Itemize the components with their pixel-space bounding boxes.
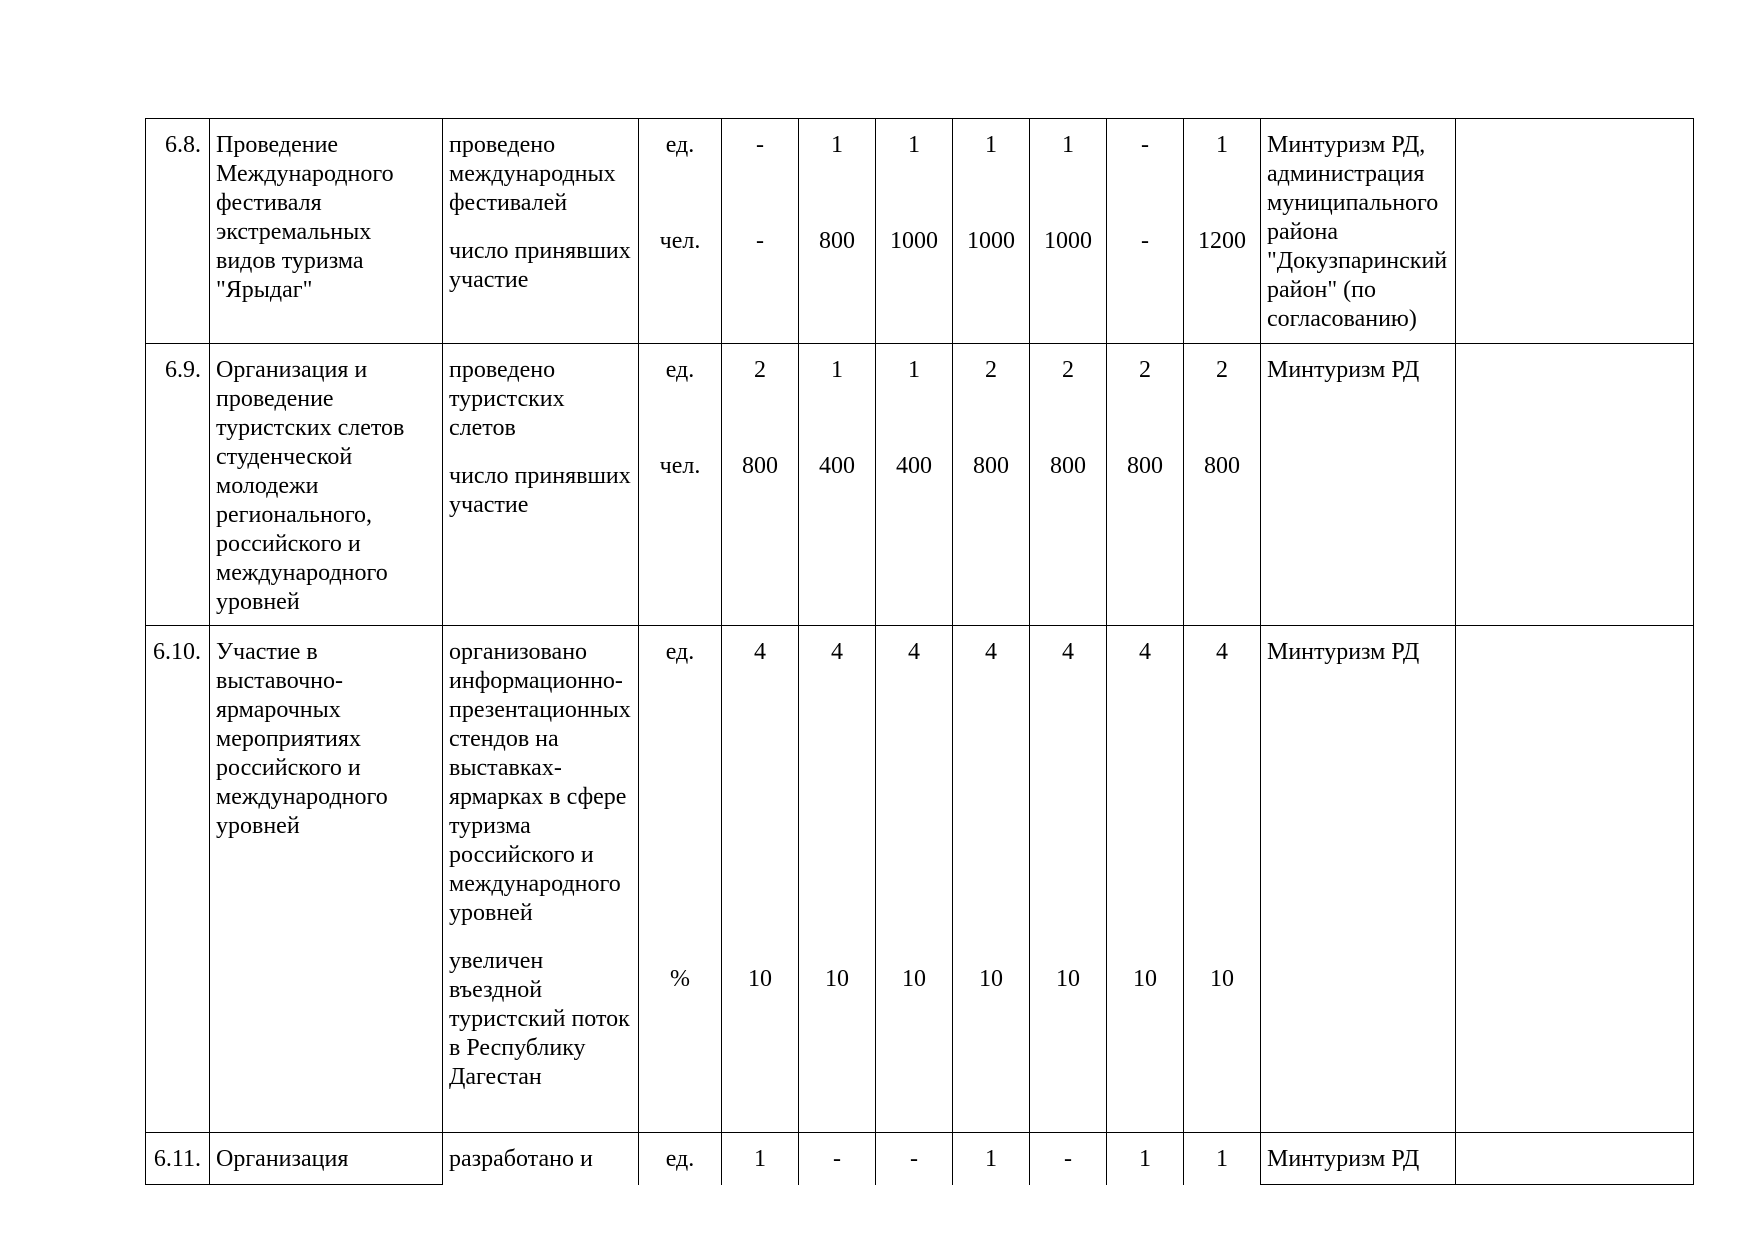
unit-value: ед. — [639, 1133, 722, 1185]
value: 800 — [1127, 453, 1163, 479]
value: 800 — [1204, 453, 1240, 479]
value: 1000 — [1044, 228, 1092, 254]
year-cell — [1184, 119, 1261, 344]
indicator-text: число принявших участие — [449, 238, 631, 293]
value: 1000 — [967, 228, 1015, 254]
value: 1 — [908, 132, 920, 158]
value: 1 — [831, 132, 843, 158]
year-cell — [1107, 344, 1184, 626]
unit-value: ед. — [665, 639, 695, 665]
table-row — [146, 1133, 1694, 1185]
value: 800 — [819, 228, 855, 254]
value: 2 — [1062, 357, 1074, 383]
value: 4 — [1139, 639, 1151, 665]
value: 400 — [819, 453, 855, 479]
value: 1000 — [890, 228, 938, 254]
year-cell — [799, 344, 876, 626]
value: 1 — [831, 357, 843, 383]
year-cell — [722, 344, 799, 626]
unit-cell — [639, 344, 722, 626]
value: 4 — [1216, 639, 1228, 665]
value: - — [756, 132, 764, 158]
year-cell — [1107, 626, 1184, 1133]
indicator-text: проведено туристских слетов — [449, 357, 565, 441]
value: 400 — [896, 453, 932, 479]
year-cell — [953, 119, 1030, 344]
value: 1200 — [1198, 228, 1246, 254]
row-number: 6.11. — [146, 1133, 210, 1185]
indicator-cell — [443, 119, 639, 344]
measure-name: Проведение Международного фестиваля экстремальных видов туризма "Ярыдаг" — [210, 119, 443, 344]
table-row — [146, 344, 1694, 626]
value: 10 — [1133, 966, 1157, 992]
row-number: 6.10. — [146, 626, 210, 1133]
indicator-text: разработано и — [443, 1133, 639, 1185]
value: 10 — [748, 966, 772, 992]
value: 1 — [1107, 1133, 1184, 1185]
value: 4 — [985, 639, 997, 665]
executor-cell: Минтуризм РД — [1261, 626, 1456, 1133]
row-number: 6.8. — [146, 119, 210, 344]
year-cell — [1107, 119, 1184, 344]
value: 4 — [754, 639, 766, 665]
executor-cell: Минтуризм РД — [1261, 344, 1456, 626]
note-cell — [1456, 344, 1694, 626]
value: 800 — [1050, 453, 1086, 479]
unit-value: чел. — [659, 453, 701, 479]
value: 800 — [742, 453, 778, 479]
executor-cell: Минтуризм РД — [1261, 1133, 1456, 1185]
value: 10 — [902, 966, 926, 992]
value: 1 — [985, 132, 997, 158]
year-cell — [1030, 119, 1107, 344]
year-cell — [1184, 344, 1261, 626]
value: - — [1141, 132, 1149, 158]
note-cell — [1456, 626, 1694, 1133]
indicator-text: увеличен въездной туристский поток в Республику Дагестан — [449, 948, 630, 1090]
program-table — [145, 118, 1694, 1185]
unit-cell — [639, 119, 722, 344]
value: 2 — [1139, 357, 1151, 383]
indicator-text: проведено международных фестивалей — [449, 132, 616, 216]
measure-name: Организация — [210, 1133, 443, 1185]
value: 1 — [1184, 1133, 1261, 1185]
value: 1 — [722, 1133, 799, 1185]
unit-cell — [639, 626, 722, 1133]
note-cell — [1456, 1133, 1694, 1185]
table-row — [146, 119, 1694, 344]
indicator-text: число принявших участие — [449, 463, 631, 518]
year-cell — [722, 119, 799, 344]
year-cell — [876, 626, 953, 1133]
value: 2 — [985, 357, 997, 383]
unit-value: чел. — [659, 228, 701, 254]
year-cell — [722, 626, 799, 1133]
unit-value: ед. — [665, 357, 695, 383]
unit-value: % — [670, 966, 690, 992]
measure-name: Организация и проведение туристских слетов студенческой молодежи регионального, российского и международного уровней — [210, 344, 443, 626]
value: - — [799, 1133, 876, 1185]
year-cell — [953, 626, 1030, 1133]
value: 1 — [953, 1133, 1030, 1185]
year-cell — [876, 344, 953, 626]
year-cell — [1030, 626, 1107, 1133]
year-cell — [1184, 626, 1261, 1133]
value: - — [1030, 1133, 1107, 1185]
value: 10 — [825, 966, 849, 992]
value: 10 — [1056, 966, 1080, 992]
value: 10 — [1210, 966, 1234, 992]
value: 10 — [979, 966, 1003, 992]
value: 800 — [973, 453, 1009, 479]
value: - — [1141, 228, 1149, 254]
value: 4 — [1062, 639, 1074, 665]
value: - — [876, 1133, 953, 1185]
year-cell — [1030, 344, 1107, 626]
value: - — [756, 228, 764, 254]
measure-name: Участие в выставочно-ярмарочных мероприятиях российского и международного уровней — [210, 626, 443, 1133]
value: 1 — [908, 357, 920, 383]
value: 1 — [1216, 132, 1228, 158]
row-number: 6.9. — [146, 344, 210, 626]
executor-cell: Минтуризм РД, администрация муниципального района "Докузпаринский район" (по согласованию) — [1261, 119, 1456, 344]
value: 4 — [908, 639, 920, 665]
note-cell — [1456, 119, 1694, 344]
year-cell — [799, 626, 876, 1133]
value: 1 — [1062, 132, 1074, 158]
indicator-cell — [443, 344, 639, 626]
table-row — [146, 626, 1694, 1133]
value: 2 — [1216, 357, 1228, 383]
value: 4 — [831, 639, 843, 665]
value: 2 — [754, 357, 766, 383]
indicator-text: организовано информационно-презентационных стендов на выставках-ярмарках в сфере туризма российского и международного уровней — [449, 639, 631, 926]
unit-value: ед. — [665, 132, 695, 158]
year-cell — [799, 119, 876, 344]
year-cell — [876, 119, 953, 344]
indicator-cell — [443, 626, 639, 1133]
year-cell — [953, 344, 1030, 626]
